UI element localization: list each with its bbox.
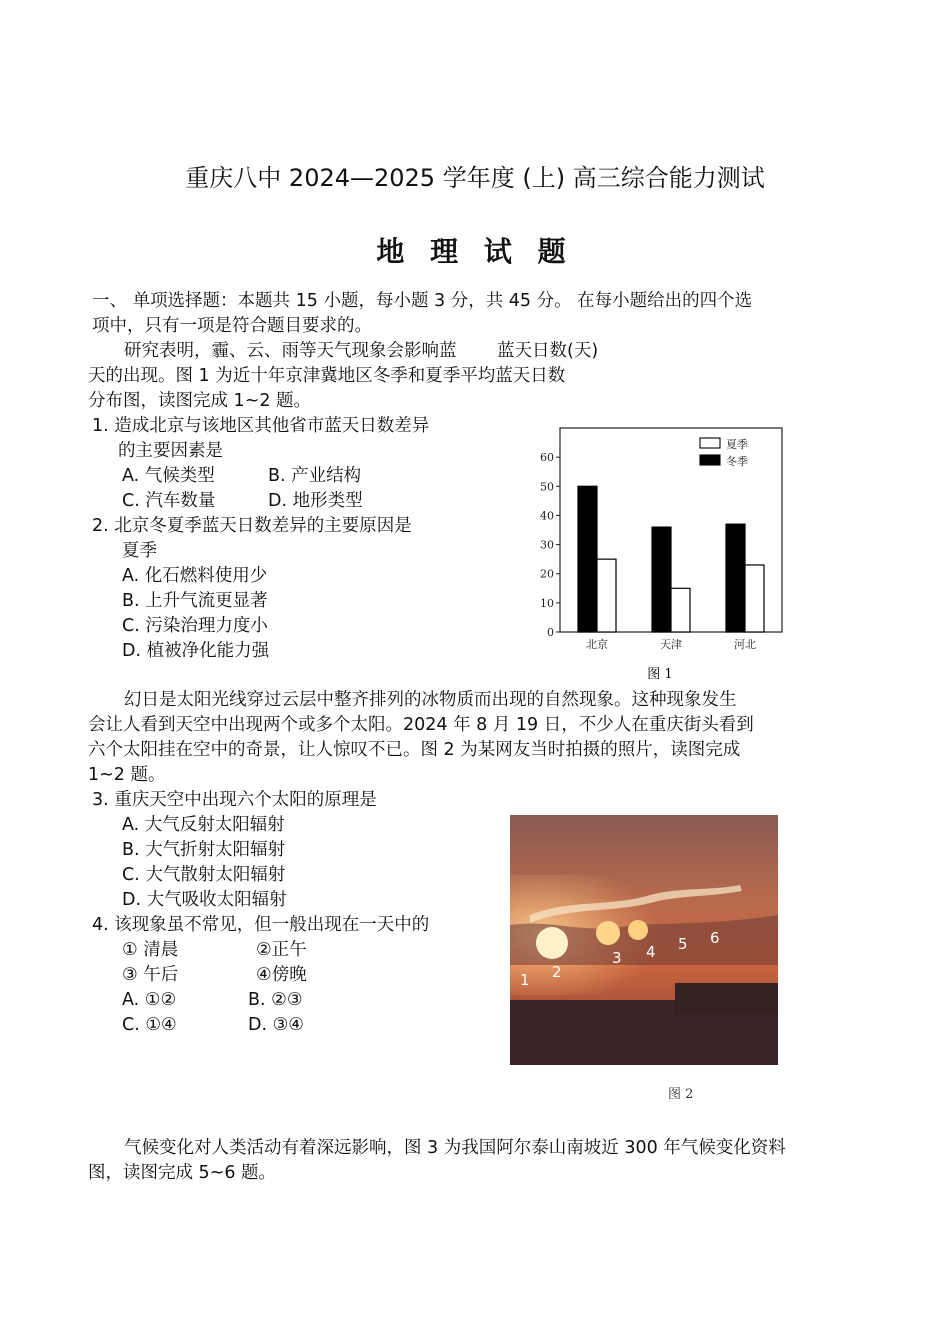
section-heading-line2: 项中，只有一项是符合题目要求的。 <box>92 316 372 336</box>
q4-choice-2: ②正午 <box>256 940 307 960</box>
bar-夏季-天津 <box>671 588 690 632</box>
q1-stem-line2: 的主要因素是 <box>118 441 223 461</box>
q2-option-b: B. 上升气流更显著 <box>122 591 268 611</box>
bar-冬季-河北 <box>726 524 745 632</box>
sun-number-label: 3 <box>612 949 622 967</box>
q2-stem-line1: 2. 北京冬夏季蓝天日数差异的主要原因是 <box>92 516 412 536</box>
legend-label: 冬季 <box>726 455 748 468</box>
q1-option-c: C. 汽车数量 <box>122 491 216 511</box>
y-tick-label: 20 <box>540 567 554 581</box>
figure1-caption: 图 1 <box>647 667 673 682</box>
figure2-caption: 图 2 <box>668 1087 694 1102</box>
bar-冬季-天津 <box>652 527 671 632</box>
material3-line2: 图，读图完成 5~6 题。 <box>88 1163 277 1183</box>
bar-夏季-北京 <box>597 559 616 632</box>
sun-number-label: 6 <box>710 929 720 947</box>
bar-冬季-北京 <box>578 486 597 632</box>
subject-title: 地 理 试 题 <box>376 235 574 268</box>
exam-title: 重庆八中 2024—2025 学年度 (上) 高三综合能力测试 <box>185 164 765 192</box>
x-tick-label: 河北 <box>734 638 756 651</box>
material1-line1: 研究表明，霾、云、雨等天气现象会影响蓝 <box>124 341 457 361</box>
y-tick-label: 10 <box>540 596 554 610</box>
material1-line2: 天的出现。图 1 为近十年京津冀地区冬季和夏季平均蓝天日数 <box>88 366 566 386</box>
sun-1 <box>536 927 568 959</box>
q3-stem: 3. 重庆天空中出现六个太阳的原理是 <box>92 790 377 810</box>
q4-choice-4: ④傍晚 <box>256 965 307 985</box>
q3-option-c: C. 大气散射太阳辐射 <box>122 865 286 885</box>
material2-line1: 幻日是太阳光线穿过云层中整齐排列的冰物质而出现的自然现象。这种现象发生 <box>124 690 737 710</box>
material2-line4: 1~2 题。 <box>88 765 166 785</box>
q2-option-c: C. 污染治理力度小 <box>122 616 268 636</box>
q3-option-a: A. 大气反射太阳辐射 <box>122 815 285 835</box>
figure1-chart <box>520 420 790 682</box>
bar-夏季-河北 <box>745 565 764 632</box>
x-tick-label: 天津 <box>660 638 682 651</box>
sun-number-label: 4 <box>646 943 656 961</box>
sun-number-label: 1 <box>520 971 530 989</box>
q4-option-b: B. ②③ <box>248 990 303 1010</box>
q4-choice-1: ① 清晨 <box>122 940 179 960</box>
y-tick-label: 0 <box>547 626 554 639</box>
legend-swatch-冬季 <box>700 455 720 465</box>
q1-option-a: A. 气候类型 <box>122 466 215 486</box>
material1-line3: 分布图，读图完成 1~2 题。 <box>88 391 312 411</box>
q4-choice-3: ③ 午后 <box>122 965 179 985</box>
bar-chart-svg <box>520 420 790 682</box>
q1-stem-line1: 1. 造成北京与该地区其他省市蓝天日数差异 <box>92 416 430 436</box>
ground-shadow <box>510 1015 778 1065</box>
figure2-photo <box>510 815 778 1065</box>
section-heading-line1: 一、 单项选择题：本题共 15 小题，每小题 3 分，共 45 分。 在每小题给出的四个选 <box>92 291 753 311</box>
q2-stem-line2: 夏季 <box>122 541 157 561</box>
q2-option-a: A. 化石燃料使用少 <box>122 566 268 586</box>
sun-number-label: 2 <box>552 963 562 981</box>
sun-3 <box>628 920 648 940</box>
sun-2 <box>596 921 620 945</box>
q1-option-b: B. 产业结构 <box>268 466 362 486</box>
q2-option-d: D. 植被净化能力强 <box>122 641 270 661</box>
chart-ylabel: 蓝天日数(天) <box>497 341 599 361</box>
q3-option-d: D. 大气吸收太阳辐射 <box>122 890 287 910</box>
q4-option-a: A. ①② <box>122 990 177 1010</box>
y-tick-label: 50 <box>540 480 554 494</box>
sun-number-label: 5 <box>678 935 688 953</box>
y-tick-label: 30 <box>540 538 554 552</box>
material2-line3: 六个太阳挂在空中的奇景，让人惊叹不已。图 2 为某网友当时拍摄的照片，读图完成 <box>88 740 741 760</box>
q1-option-d: D. 地形类型 <box>268 491 363 511</box>
sundog-photo-svg <box>510 815 778 1065</box>
q4-option-c: C. ①④ <box>122 1015 177 1035</box>
q4-option-d: D. ③④ <box>248 1015 304 1035</box>
q4-stem: 4. 该现象虽不常见，但一般出现在一天中的 <box>92 915 430 935</box>
material3-line1: 气候变化对人类活动有着深远影响，图 3 为我国阿尔泰山南坡近 300 年气候变化资料 <box>124 1138 786 1158</box>
material2-line2: 会让人看到天空中出现两个或多个太阳。2024 年 8 月 19 日，不少人在重庆街头看到 <box>88 715 754 735</box>
q3-option-b: B. 大气折射太阳辐射 <box>122 840 286 860</box>
x-tick-label: 北京 <box>586 638 608 651</box>
legend-label: 夏季 <box>726 438 748 451</box>
legend-swatch-夏季 <box>700 438 720 448</box>
y-tick-label: 40 <box>540 509 554 523</box>
y-tick-label: 60 <box>540 451 554 465</box>
